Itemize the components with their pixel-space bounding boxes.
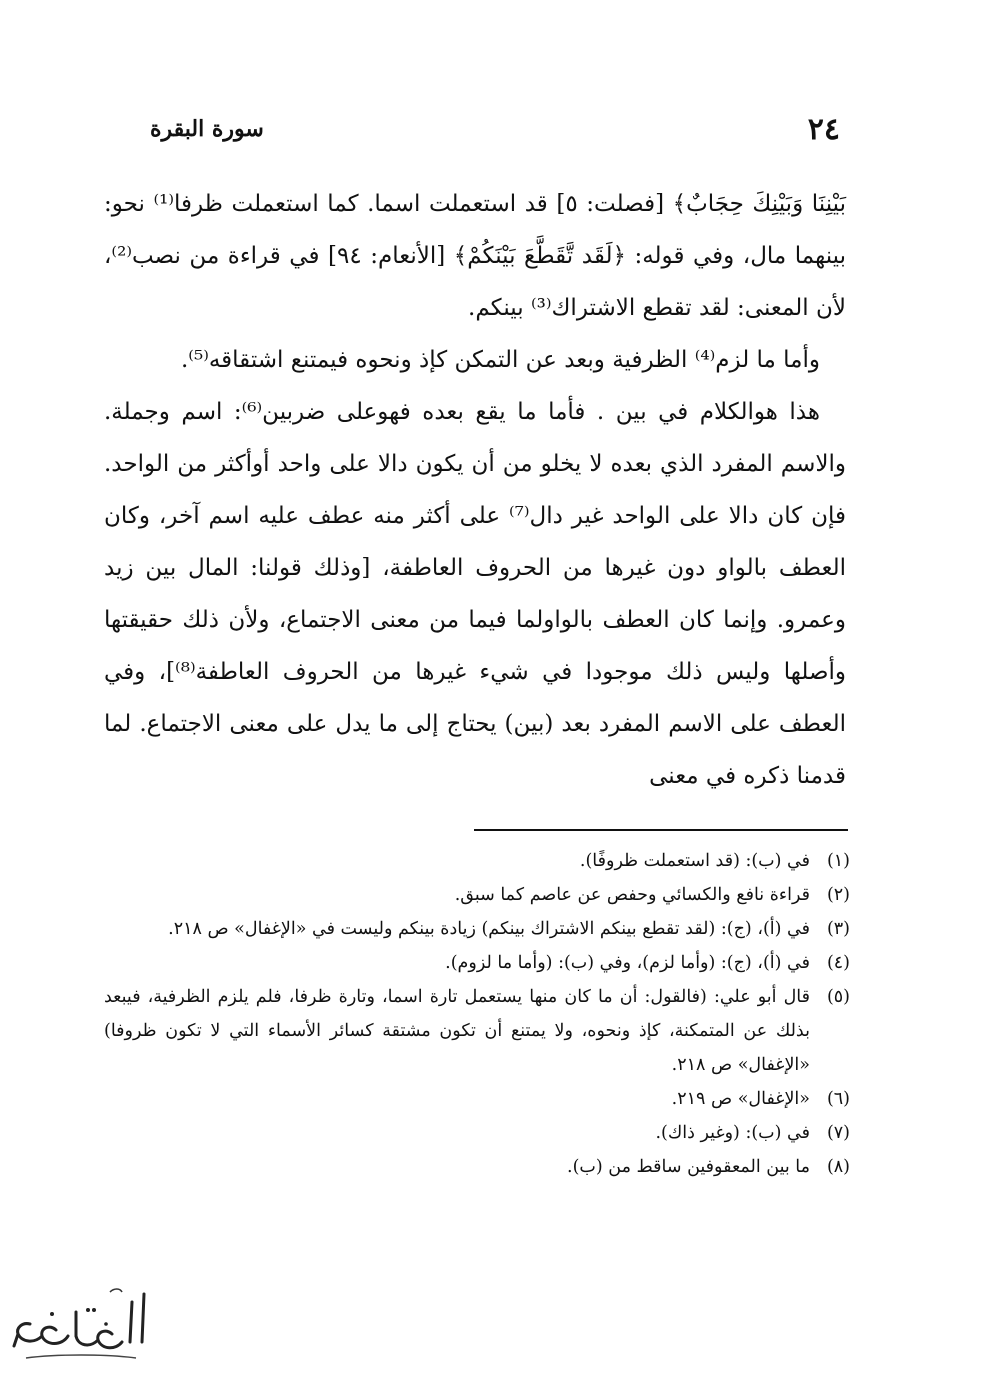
- footnote-separator: [474, 829, 848, 831]
- footnote-6: [104, 1082, 850, 1116]
- surah-title: سورة البقرة: [150, 116, 264, 142]
- footnote-number: (٥): [826, 987, 850, 1007]
- footnote-number: (٧): [826, 1123, 850, 1143]
- footnote-text: ما بين المعقوفين ساقط من (ب).: [567, 1157, 810, 1177]
- footnote-text: في (ب): (قد استعملت ظروفًا).: [579, 851, 810, 871]
- main-text: [104, 178, 846, 802]
- calligraphy-logo-icon: [6, 1284, 156, 1368]
- footnote-number: (٤): [826, 953, 850, 973]
- footnote-7: [104, 1116, 850, 1150]
- footnote-2: [104, 878, 850, 912]
- paragraph-1: بَيْنِنَا وَبَيْنِكَ حِجَابٌ﴾ [فصلت: ٥] قد استعملت اسما. كما استعملت ظرفا⁽¹⁾ نحو: بينهما مال، وفي قوله: ﴿لَقَد تَّقَطَّعَ بَيْنَكُمْ﴾ [الأنعام: ٩٤] في قراءة من نصب⁽²⁾، لأن المعنى: لقد تقطع الاشتراك⁽³⁾ بينكم.: [104, 191, 846, 321]
- footnote-number: (٦): [826, 1089, 850, 1109]
- footnote-number: (٢): [826, 885, 850, 905]
- footnote-text: في (ب): (وغير ذاك).: [655, 1123, 810, 1143]
- footnote-text: في (أ)، (ج): (لقد تقطع بينكم الاشتراك بينكم) زيادة بينكم وليست في «الإغفال» ص ٢١٨.: [168, 919, 810, 939]
- footnote-1: [104, 844, 850, 878]
- paragraph-2: وأما ما لزم⁽⁴⁾ الظرفية وبعد عن التمكن كإذ ونحوه فيمتنع اشتقاقه⁽⁵⁾.: [181, 347, 820, 373]
- paragraph-3: هذا هوالكلام في بين . فأما ما يقع بعده فهوعلى ضربين⁽⁶⁾: اسم وجملة. والاسم المفرد الذي بعده لا يخلو من أن يكون دالا على واحد أوأكثر من الواحد. فإن كان دالا على الواحد غير دال⁽⁷⁾ على أكثر منه عطف عليه اسم آخر، وكان العطف بالواو دون غيرها من الحروف العاطفة، [وذلك قولنا: المال بين زيد وعمرو. وإنما كان العطف بالواولما فيما من معنى الاجتماع، ولأن ذلك حقيقتها وأصلها وليس ذلك موجودا في شيء غيرها من الحروف العاطفة⁽⁸⁾]، وفي العطف على الاسم المفرد بعد (بين) يحتاج إلى ما يدل على معنى الاجتماع. لما قدمنا ذكره في معنى: [104, 399, 846, 789]
- footnote-number: (٨): [826, 1157, 850, 1177]
- footnote-text: قراءة نافع والكسائي وحفص عن عاصم كما سبق.: [454, 885, 810, 905]
- footnotes: [104, 844, 850, 1184]
- footnote-text: «الإغفال» ص ٢١٩.: [671, 1089, 810, 1109]
- page-header: [150, 106, 840, 156]
- footnote-4: [104, 946, 850, 980]
- footnote-5: [104, 980, 850, 1082]
- footnote-8: [104, 1150, 850, 1184]
- footnote-3: [104, 912, 850, 946]
- footnote-number: (١): [826, 851, 850, 871]
- footnote-text: في (أ)، (ج): (وأما لزم)، وفي (ب): (وأما ما لزوم).: [445, 953, 810, 973]
- footnote-text: قال أبو علي: (فالقول: أن ما كان منها يستعمل تارة اسما، وتارة ظرفا، فلم يلزم الظرفية، فيبعد بذلك عن المتمكنة، كإذ ونحوه، ولا يمتنع أن تكون مشتقة كسائر الأسماء التي لا تكون ظروفا) «الإغفال» ص ٢١٨.: [104, 987, 810, 1075]
- footnote-number: (٣): [826, 919, 850, 939]
- page-number: ٢٤: [807, 112, 840, 147]
